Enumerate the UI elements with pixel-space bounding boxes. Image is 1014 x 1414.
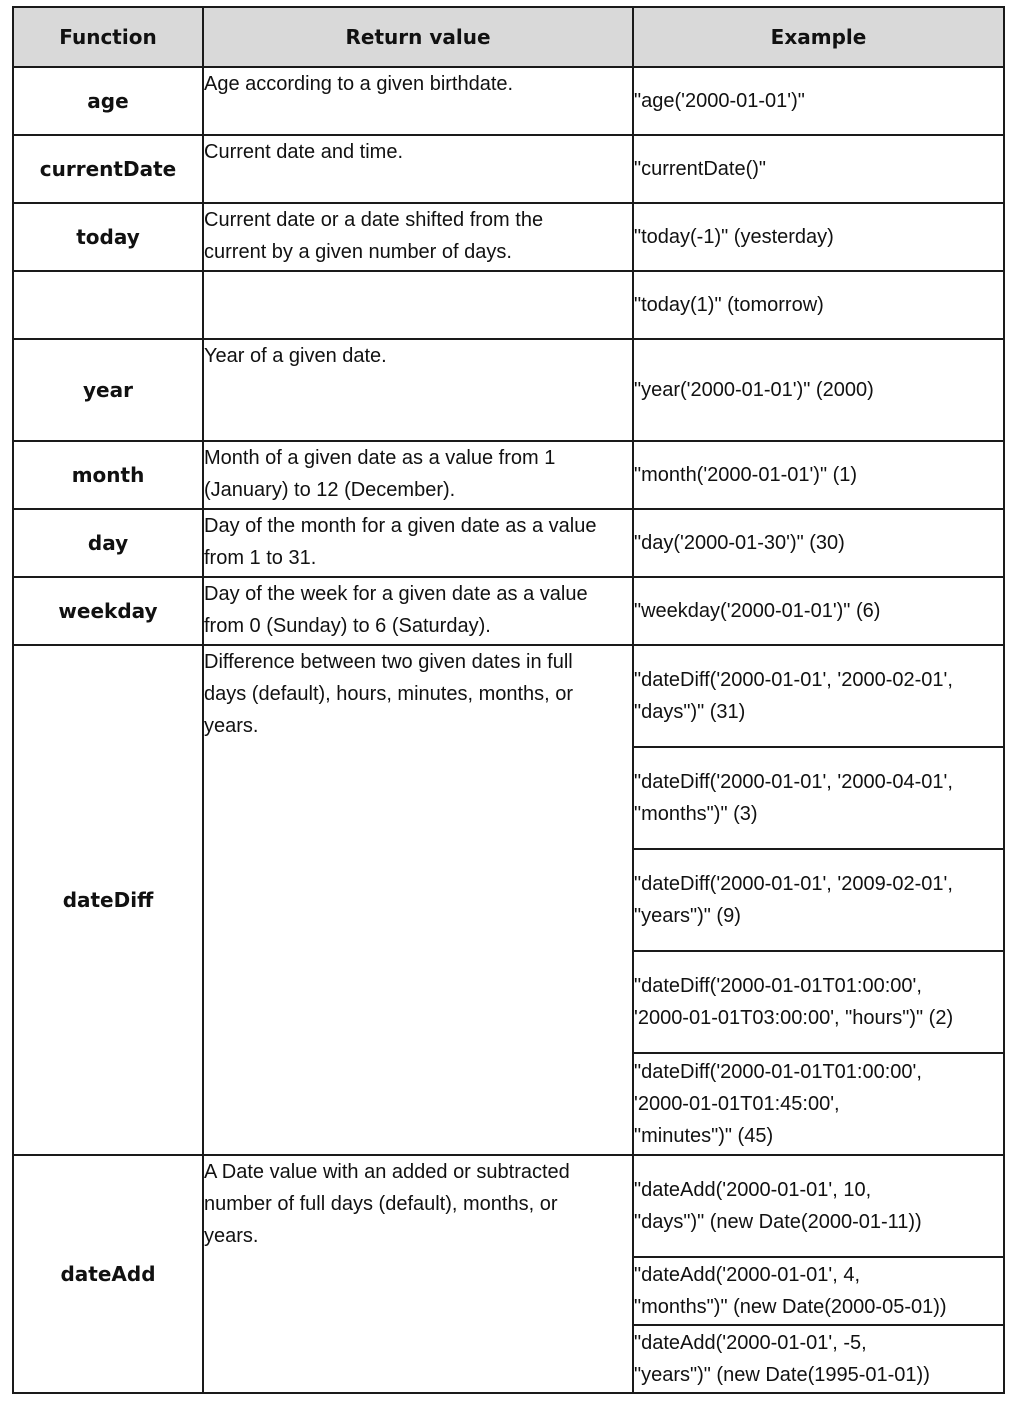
example-line: "dateDiff('2000-01-01T01:00:00',: [634, 1061, 922, 1083]
example-datediff-5: [633, 1053, 1004, 1155]
example-line: "year('2000-01-01')" (2000): [634, 379, 874, 401]
function-name-empty: [13, 271, 203, 339]
desc-line: Month of a given date as a value from 1: [204, 447, 556, 469]
return-value-month: [203, 441, 633, 509]
example-line: "months")" (new Date(2000-05-01)): [634, 1296, 947, 1318]
example-datediff-4: [633, 951, 1004, 1053]
desc-line: years.: [204, 1225, 259, 1247]
example-line: '2000-01-01T03:00:00', "hours")" (2): [634, 1007, 954, 1029]
example-line: "dateDiff('2000-01-01', '2000-02-01',: [634, 669, 953, 691]
table-row-day: [13, 509, 1004, 577]
example-line: "currentDate()": [634, 158, 767, 180]
desc-line: Day of the month for a given date as a value: [204, 515, 597, 537]
table-row-month: [13, 441, 1004, 509]
table-row-age: [13, 67, 1004, 135]
example-line: "minutes")" (45): [634, 1125, 774, 1147]
header-example: Example: [633, 7, 1004, 67]
desc-line: from 1 to 31.: [204, 547, 317, 569]
desc-line: years.: [204, 715, 259, 737]
return-value-datediff: [203, 645, 633, 1155]
example-line: "years")" (9): [634, 905, 741, 927]
return-value-dateadd: [203, 1155, 633, 1393]
example-datediff-2: [633, 747, 1004, 849]
table-row-today: [13, 203, 1004, 271]
example-line: "dateAdd('2000-01-01', 10,: [634, 1179, 872, 1201]
example-line: "days")" (31): [634, 701, 746, 723]
desc-line: (January) to 12 (December).: [204, 479, 456, 501]
return-value-currentdate: [203, 135, 633, 203]
example-datediff-1: [633, 645, 1004, 747]
desc-line: Year of a given date.: [204, 345, 387, 367]
example-datediff-3: [633, 849, 1004, 951]
example-year: [633, 339, 1004, 441]
date-functions-table: [12, 6, 1005, 1394]
table-row-weekday: [13, 577, 1004, 645]
desc-line: Day of the week for a given date as a value: [204, 583, 588, 605]
desc-line: from 0 (Sunday) to 6 (Saturday).: [204, 615, 491, 637]
function-name-dateadd: dateAdd: [13, 1155, 203, 1393]
table-row-dateadd: [13, 1155, 1004, 1257]
example-weekday: [633, 577, 1004, 645]
example-line: "years")" (new Date(1995-01-01)): [634, 1364, 930, 1386]
example-line: "dateDiff('2000-01-01T01:00:00',: [634, 975, 922, 997]
function-name-day: day: [13, 509, 203, 577]
desc-line: A Date value with an added or subtracted: [204, 1161, 570, 1183]
example-line: "dateAdd('2000-01-01', 4,: [634, 1264, 861, 1286]
table-row-year: [13, 339, 1004, 441]
example-line: "weekday('2000-01-01')" (6): [634, 600, 881, 622]
return-value-age: [203, 67, 633, 135]
function-name-weekday: weekday: [13, 577, 203, 645]
desc-line: number of full days (default), months, or: [204, 1193, 558, 1215]
function-name-currentdate: currentDate: [13, 135, 203, 203]
return-value-day: [203, 509, 633, 577]
header-function: Function: [13, 7, 203, 67]
desc-line: Difference between two given dates in full: [204, 651, 573, 673]
example-line: "days")" (new Date(2000-01-11)): [634, 1211, 922, 1233]
return-value-year: [203, 339, 633, 441]
example-month: [633, 441, 1004, 509]
return-value-weekday: [203, 577, 633, 645]
example-today-2: [633, 271, 1004, 339]
header-return-value: Return value: [203, 7, 633, 67]
example-dateadd-2: [633, 1257, 1004, 1325]
desc-line: Age according to a given birthdate.: [204, 73, 514, 95]
desc-line: days (default), hours, minutes, months, or: [204, 683, 574, 705]
function-name-month: month: [13, 441, 203, 509]
return-value-empty: [203, 271, 633, 339]
table-row-today-2: [13, 271, 1004, 339]
example-dateadd-1: [633, 1155, 1004, 1257]
example-line: "dateAdd('2000-01-01', -5,: [634, 1332, 867, 1354]
desc-line: Current date or a date shifted from the: [204, 209, 544, 231]
example-dateadd-3: [633, 1325, 1004, 1393]
example-line: "today(1)" (tomorrow): [634, 294, 824, 316]
example-line: "dateDiff('2000-01-01', '2009-02-01',: [634, 873, 953, 895]
example-day: [633, 509, 1004, 577]
desc-line: Current date and time.: [204, 141, 403, 163]
example-line: "age('2000-01-01')": [634, 90, 805, 112]
example-line: "month('2000-01-01')" (1): [634, 464, 858, 486]
example-line: "dateDiff('2000-01-01', '2000-04-01',: [634, 771, 953, 793]
function-name-today: today: [13, 203, 203, 271]
table-row-currentdate: [13, 135, 1004, 203]
desc-line: current by a given number of days.: [204, 241, 512, 263]
example-today-1: [633, 203, 1004, 271]
function-name-datediff: dateDiff: [13, 645, 203, 1155]
example-currentdate: [633, 135, 1004, 203]
function-name-year: year: [13, 339, 203, 441]
example-line: "today(-1)" (yesterday): [634, 226, 834, 248]
header-row: [13, 7, 1004, 67]
return-value-today: [203, 203, 633, 271]
example-age: [633, 67, 1004, 135]
table-row-datediff: [13, 645, 1004, 747]
example-line: "day('2000-01-30')" (30): [634, 532, 845, 554]
function-name-age: age: [13, 67, 203, 135]
example-line: "months")" (3): [634, 803, 758, 825]
example-line: '2000-01-01T01:45:00',: [634, 1093, 840, 1115]
